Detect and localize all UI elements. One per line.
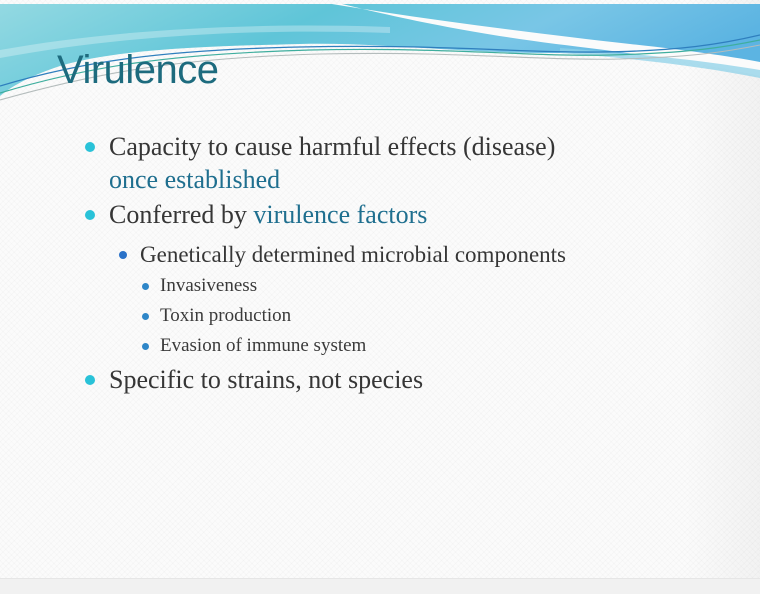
bullet-item xyxy=(0,304,700,328)
bullet-dot-icon xyxy=(85,210,95,220)
bullet-item xyxy=(0,198,700,231)
bullet-dot-icon xyxy=(85,375,95,385)
bullet-dot-icon xyxy=(142,313,149,320)
bullet-item xyxy=(0,274,700,298)
bullet-text: Toxin production xyxy=(160,305,292,326)
bullet-list xyxy=(0,130,700,396)
bullet-text: Capacity to cause harmful effects (disease) once established xyxy=(109,132,556,194)
bullet-text: Specific to strains, not species xyxy=(109,365,424,394)
slide-apron xyxy=(0,578,760,594)
bullet-text: Evasion of immune system xyxy=(160,335,367,356)
bullet-dot-icon xyxy=(142,283,149,290)
highlight-text: once established xyxy=(109,165,281,194)
bullet-item xyxy=(0,130,700,196)
bullet-item xyxy=(0,363,700,396)
bullet-text: Conferred by virulence factors xyxy=(109,200,428,229)
bullet-dot-icon xyxy=(119,251,127,259)
bullet-item xyxy=(0,334,700,358)
bullet-text: Invasiveness xyxy=(160,275,258,296)
slide-title: Virulence xyxy=(57,48,219,92)
highlight-text: virulence factors xyxy=(253,200,428,229)
bullet-text: Genetically determined microbial components xyxy=(140,242,566,267)
bullet-dot-icon xyxy=(85,142,95,152)
bullet-item xyxy=(0,240,700,269)
bullet-dot-icon xyxy=(142,343,149,350)
